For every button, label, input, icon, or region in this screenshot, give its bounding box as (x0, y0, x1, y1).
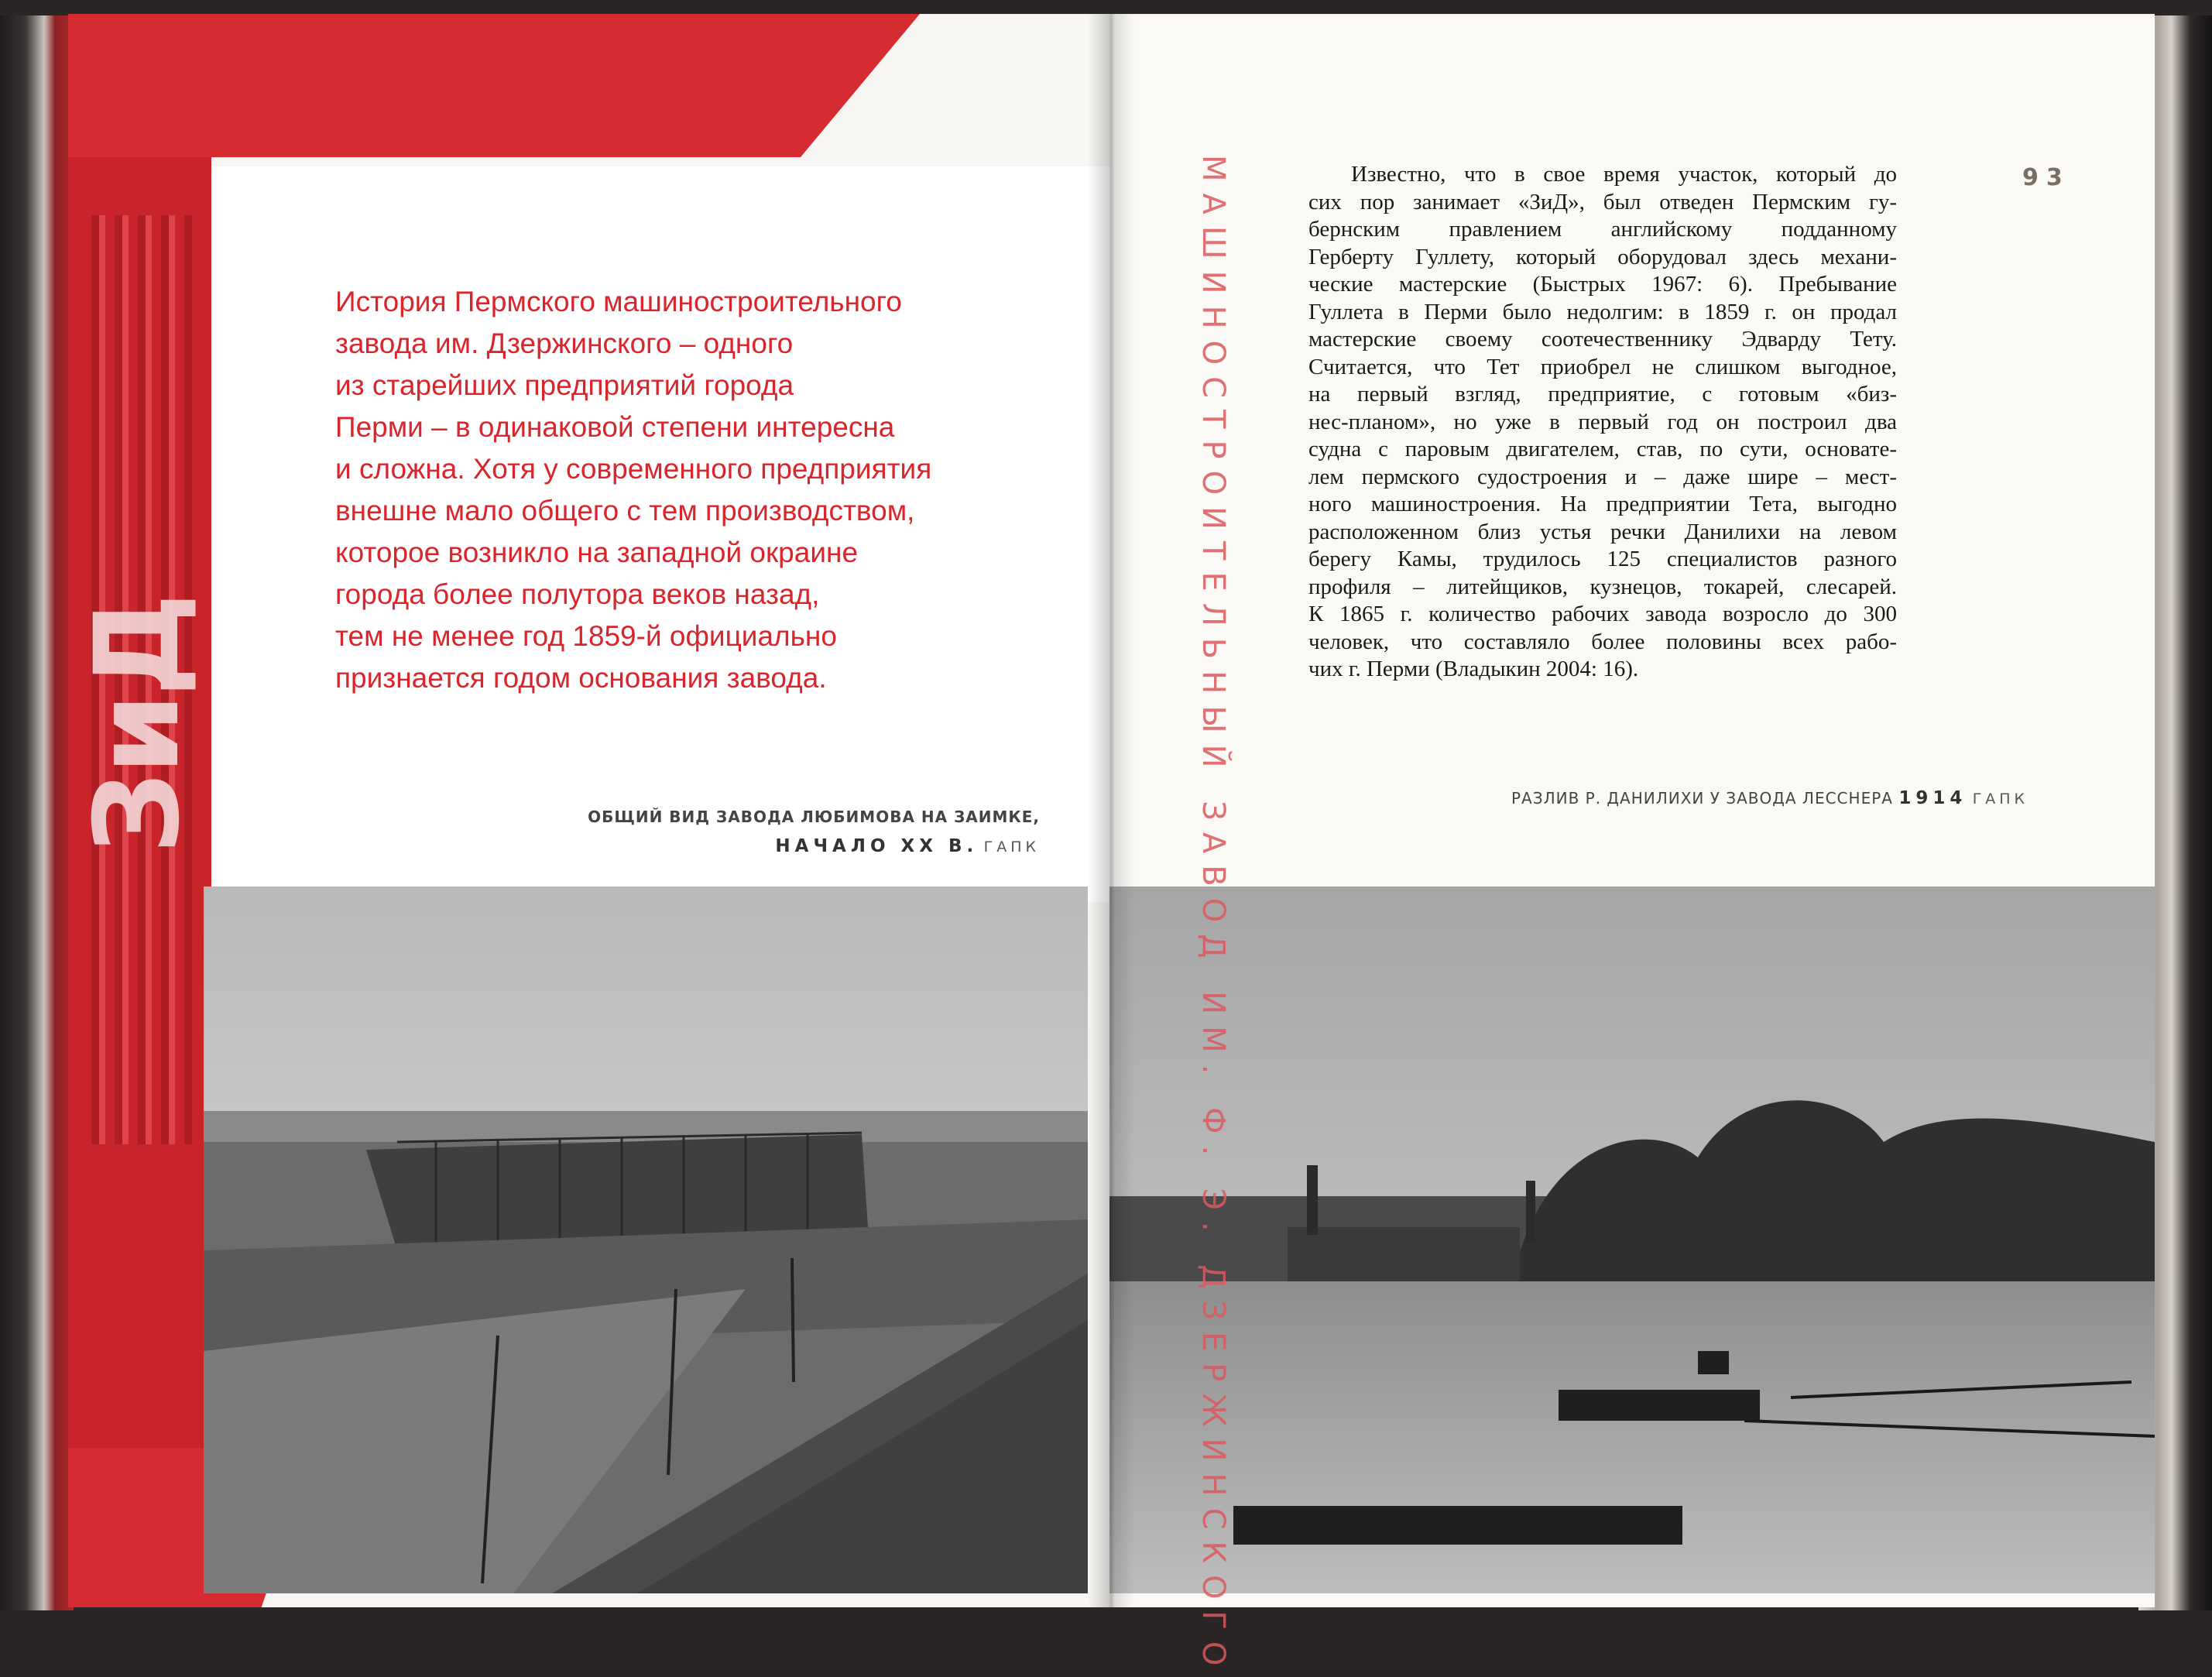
caption-archive: ГАПК (983, 838, 1040, 856)
body-line: чих г. Перми (Владыкин 2004: 16). (1308, 657, 1639, 681)
body-line: расположенном близ устья речки Данилихи на левом (1308, 519, 1897, 544)
body-line: профиля – литейщиков, кузнецов, токарей, слесарей. (1308, 574, 1897, 599)
caption-year: 1914 (1898, 788, 1967, 808)
factory-panorama-photo (204, 887, 1088, 1593)
body-line: сих пор занимает «ЗиД», был отведен Пермским гу- (1308, 189, 1897, 214)
intro-line: внешне мало общего с тем производством, (335, 495, 915, 526)
intro-line: Перми – в одинаковой степени интересна (335, 411, 895, 443)
body-line: ного машиностроения. На предприятии Тета, выгодно (1308, 492, 1897, 516)
intro-line: из старейших предприятий города (335, 369, 794, 401)
body-line: Известно, что в свое время участок, который до (1351, 162, 1897, 187)
body-line: нес-планом», но уже в первый год он построил два (1308, 409, 1897, 434)
intro-text (335, 281, 1032, 699)
flood-river-photo (1109, 887, 2155, 1593)
body-line: Герберту Гуллету, который оборудовал здесь механи- (1308, 244, 1897, 269)
body-line: берегу Камы, трудилось 125 специалистов разного (1308, 547, 1897, 571)
body-line: ческие мастерские (Быстрых 1967: 6). Пребывание (1308, 272, 1897, 297)
body-line: Гуллета в Перми было недолгим: в 1859 г. он продал (1308, 299, 1897, 324)
body-line: лем пермского судостроения и – даже шире – мест- (1308, 464, 1897, 489)
body-line: Считается, что Тет приобрел не слишком выгодное, (1308, 354, 1897, 379)
intro-line: и сложна. Хотя у современного предприятия (335, 453, 932, 485)
body-line: мастерские своему соотечественнику Эдварду Тету. (1308, 327, 1897, 352)
caption-date: НАЧАЛО XX В. (775, 836, 979, 856)
body-line: на первый взгляд, предприятие, с готовым «биз- (1308, 382, 1897, 406)
body-line: судна с паровым двигателем, став, по сути, основате- (1308, 437, 1897, 461)
intro-line: которое возникло на западной окраине (335, 537, 859, 568)
book-edge-left (0, 15, 74, 1610)
body-text (1308, 161, 1897, 684)
intro-line: признается годом основания завода. (335, 662, 827, 694)
intro-line: города более полутора веков назад, (335, 578, 820, 610)
book-gutter-shadow (1088, 14, 1134, 1607)
running-head: МАШИНОСТРОИТЕЛЬНЫЙ ЗАВОД ИМ. Ф. Э. ДЗЕРЖИНСКОГО (1195, 155, 1231, 1677)
intro-line: завода им. Дзержинского – одного (335, 328, 794, 359)
caption-title: ОБЩИЙ ВИД ЗАВОДА ЛЮБИМОВА НА ЗАИМКЕ, (588, 808, 1040, 826)
body-line: человек, что составляло более половины всех рабо- (1308, 629, 1897, 654)
caption-title: РАЗЛИВ Р. ДАНИЛИХИ У ЗАВОДА ЛЕССНЕРА (1511, 789, 1893, 808)
intro-line: тем не менее год 1859-й официально (335, 620, 837, 652)
intro-line: История Пермского машиностроительного (335, 286, 902, 317)
body-line: бернским правлением английскому подданному (1308, 217, 1897, 242)
caption-archive: ГАПК (1972, 790, 2029, 808)
left-photo-caption (588, 802, 1040, 862)
red-wedge (68, 14, 920, 157)
page-number: 93 (2022, 164, 2070, 191)
body-line: К 1865 г. количество рабочих завода возросло до 300 (1308, 602, 1897, 626)
right-photo-caption (1511, 788, 2029, 808)
